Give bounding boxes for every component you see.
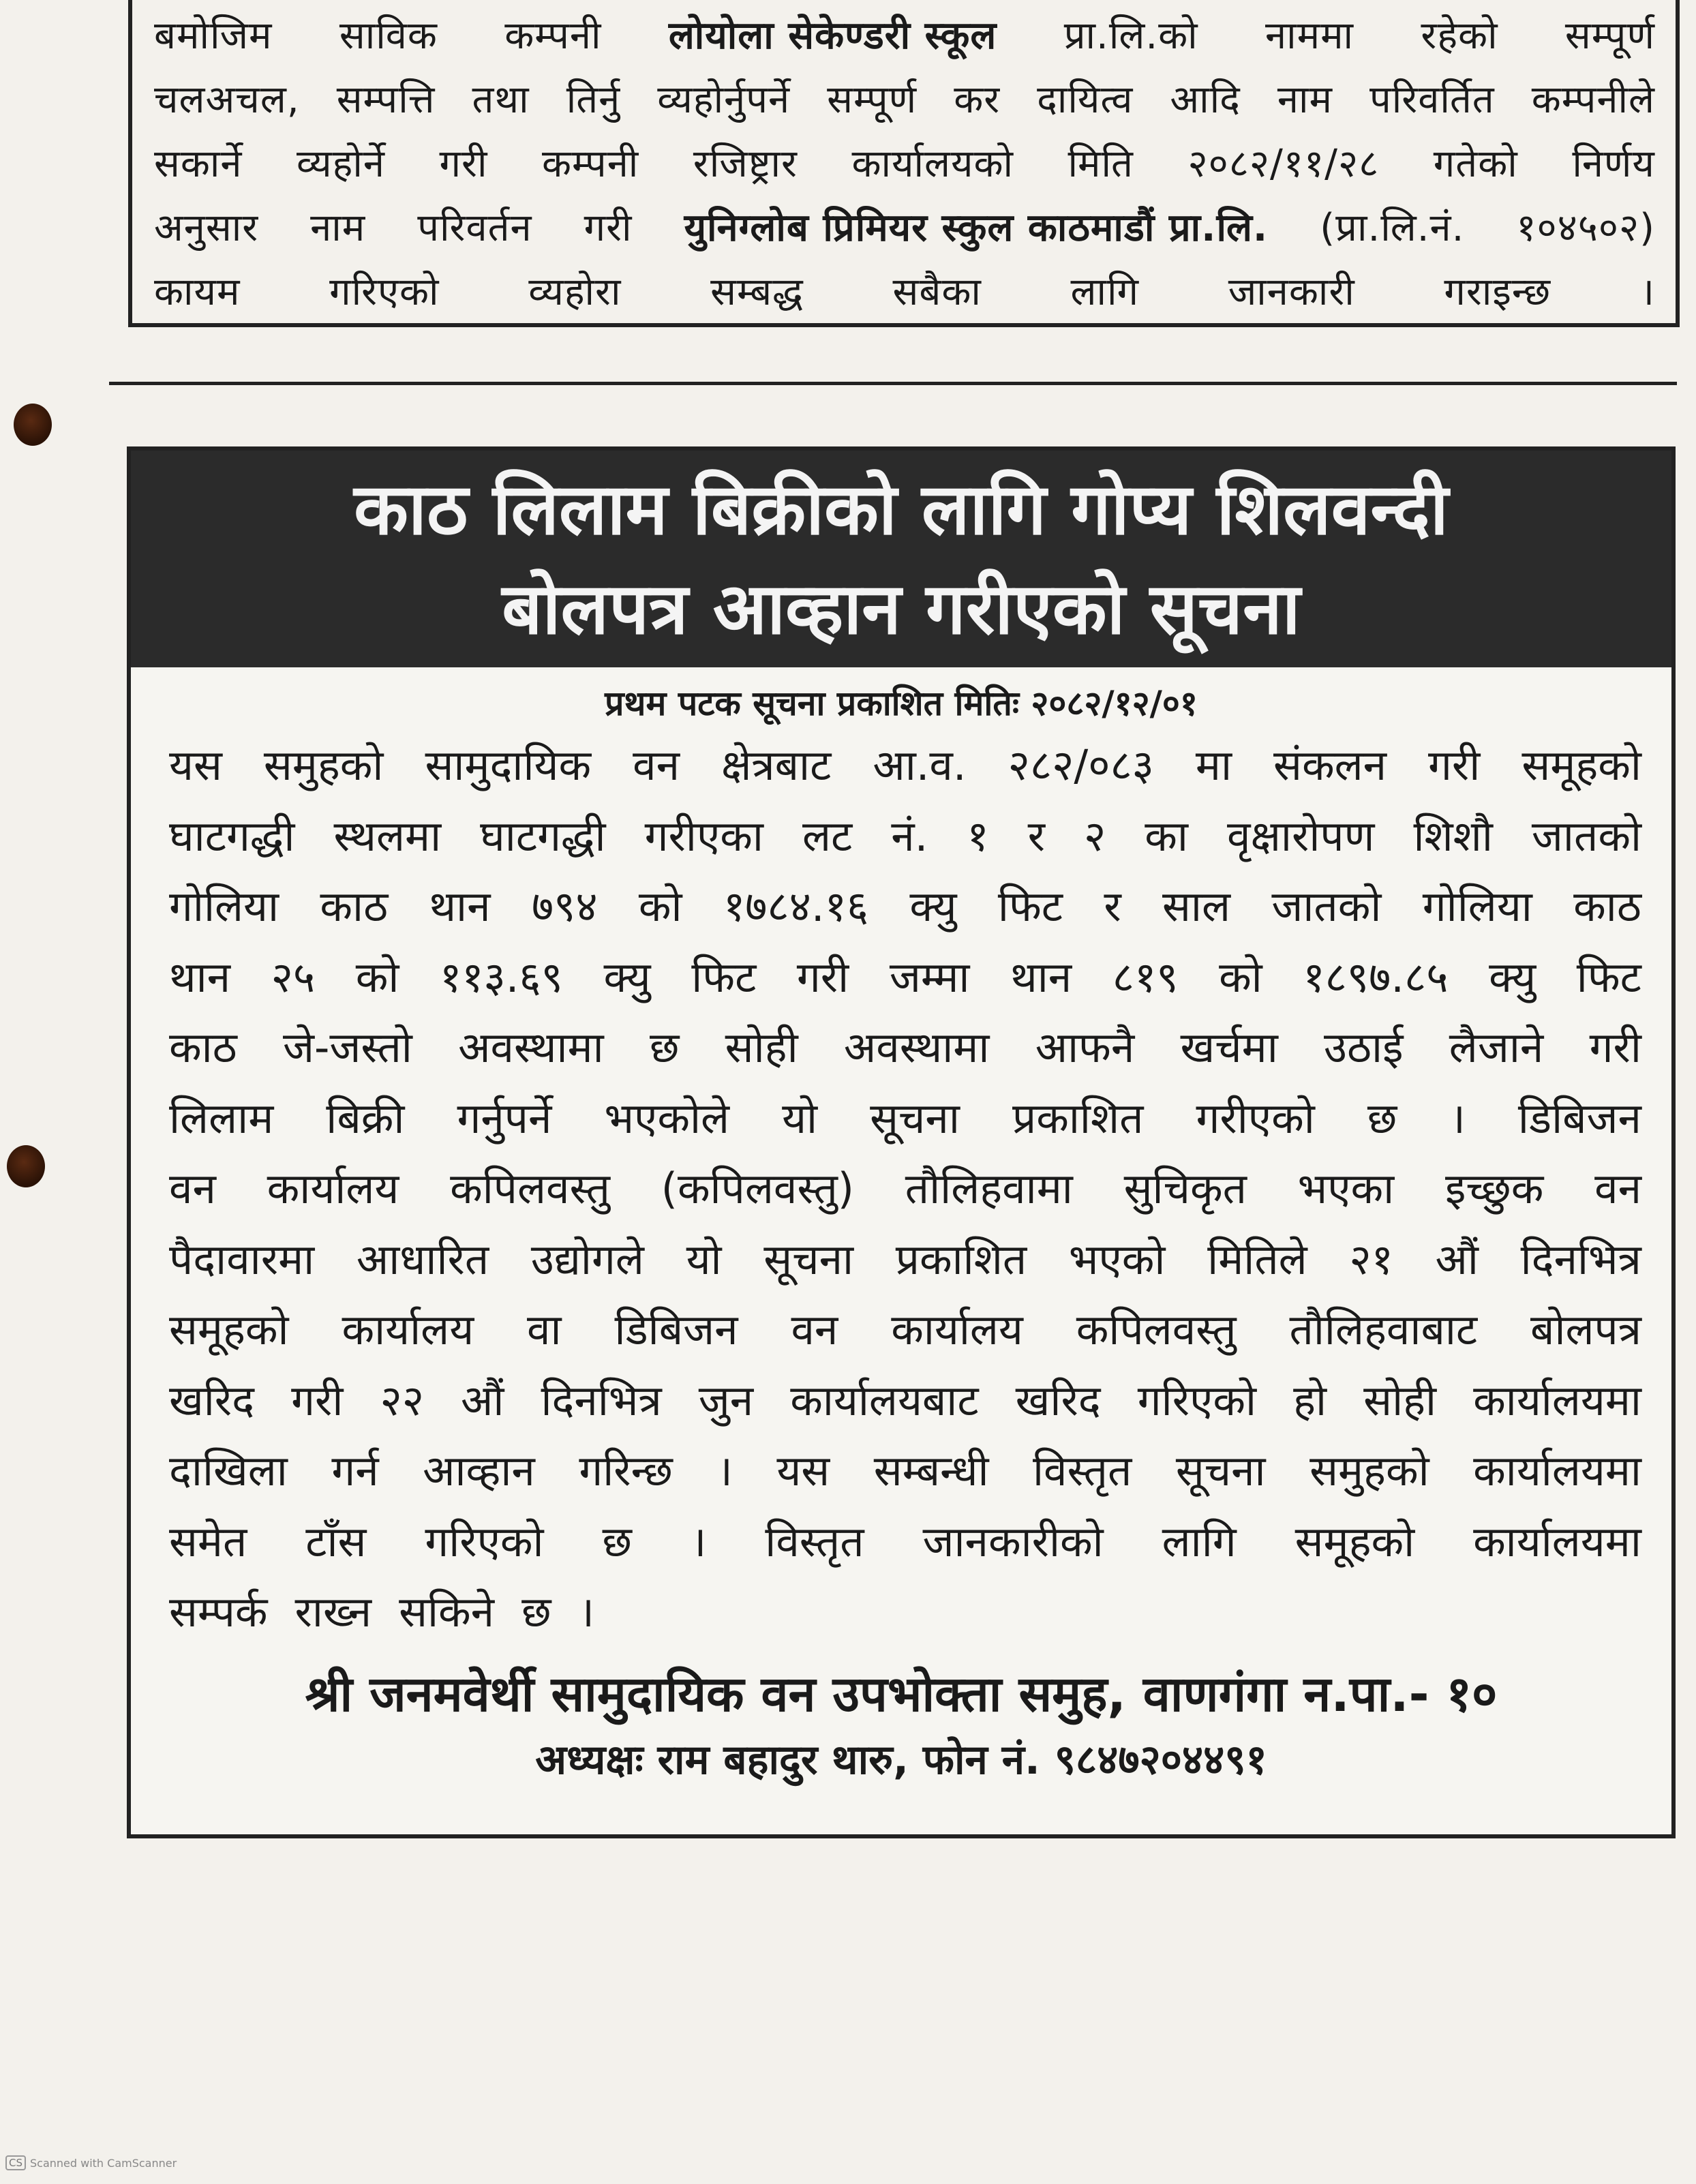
previous-notice-word: चलअचल,: [154, 78, 300, 122]
previous-notice-word: नाममा: [1265, 14, 1354, 58]
previous-notice-word: रजिष्ट्रार: [693, 142, 798, 186]
previous-notice-word: लोयोला सेकेण्डरी स्कूल: [668, 14, 997, 58]
notice-title-line2: बोलपत्र आव्हान गरीएको सूचना: [502, 567, 1301, 650]
scanner-label: Scanned with CamScanner: [30, 2156, 177, 2170]
notice-body: [131, 727, 1671, 1648]
previous-notice-word: व्यहोर्ने: [297, 142, 385, 186]
previous-notice-word: गतेको: [1433, 142, 1518, 186]
previous-notice-line: [154, 68, 1655, 132]
previous-notice-word: कम्पनी: [542, 142, 639, 186]
previous-notice-word: प्रा.लि.को: [1063, 14, 1198, 58]
notice-body-line: यस समुहको सामुदायिक वन क्षेत्रबाट आ.व. २८२/०८३ मा संकलन गरी समूहको: [169, 740, 1641, 790]
notice-body-line: समेत टाँस गरिएको छ । विस्तृत जानकारीको लागि समूहको कार्यालयमा: [169, 1516, 1641, 1566]
notice-body-line: वन कार्यालय कपिलवस्तु (कपिलवस्तु) तौलिहवामा सुचिकृत भएका इच्छुक वन: [169, 1164, 1641, 1213]
notice-body-line: लिलाम बिक्री गर्नुपर्ने भएकोले यो सूचना प्रकाशित गरीएको छ । डिबिजन: [169, 1093, 1641, 1143]
previous-notice-word: नाम: [1277, 78, 1333, 122]
previous-notice-word: साविक: [339, 14, 438, 58]
previous-notice-word: गराइन्छ: [1444, 270, 1551, 314]
punch-hole-top: [14, 404, 52, 446]
previous-notice-word: तिर्नु: [566, 78, 621, 122]
previous-notice-line: [154, 4, 1655, 68]
previous-notice-word: गरिएको: [329, 270, 440, 314]
previous-notice-word: बमोजिम: [154, 14, 273, 58]
previous-notice-word: कर: [954, 78, 1001, 122]
notice-body-line: समूहको कार्यालय वा डिबिजन वन कार्यालय कपिलवस्तु तौलिहवाबाट बोलपत्र: [169, 1305, 1641, 1354]
previous-notice-word: व्यहोरा: [528, 270, 622, 314]
previous-notice-word: कम्पनी: [504, 14, 602, 58]
previous-notice-word: नाम: [310, 206, 366, 250]
auction-notice: [127, 446, 1676, 1838]
previous-notice-word: परिवर्तन: [417, 206, 532, 250]
previous-notice-word: सम्बद्ध: [710, 270, 804, 314]
notice-body-line: थान २५ को ११३.६९ क्यु फिट गरी जम्मा थान ८१९ को १८९७.८५ क्यु फिट: [169, 952, 1641, 1002]
column-divider: [109, 382, 1677, 385]
previous-notice-line: [154, 196, 1655, 260]
previous-notice-line: [154, 260, 1655, 324]
previous-notice-word: कार्यालयको: [851, 142, 1014, 186]
notice-body-line: दाखिला गर्न आव्हान गरिन्छ । यस सम्बन्धी विस्तृत सूचना समुहको कार्यालयमा: [169, 1446, 1641, 1496]
organization-name: श्री जनमवेर्थी सामुदायिक वन उपभोक्ता समुह, वाणगंगा न.पा.- १०: [305, 1665, 1498, 1723]
notice-body-line: सम्पर्क राख्न सकिने छ ।: [169, 1587, 595, 1637]
previous-notice-word: सकार्ने: [154, 142, 243, 186]
notice-body-line: खरिद गरी २२ औं दिनभित्र जुन कार्यालयबाट खरिद गरिएको हो सोही कार्यालयमा: [169, 1375, 1641, 1425]
previous-notice-word: रहेको: [1421, 14, 1498, 58]
previous-notice-word: लागि: [1070, 270, 1140, 314]
punch-hole-middle: [7, 1145, 45, 1187]
notice-body-line: घाटगद्धी स्थलमा घाटगद्धी गरीएका लट नं. १ र २ का वृक्षारोपण शिशौ जातको: [169, 810, 1641, 861]
notice-title-line1: काठ लिलाम बिक्रीको लागि गोप्य शिलवन्दी: [354, 468, 1449, 551]
previous-notice-word: सम्पूर्ण: [1564, 14, 1655, 58]
previous-notice: [128, 0, 1680, 327]
publication-date: प्रथम पटक सूचना प्रकाशित मितिः २०८२/१२/०१: [605, 684, 1198, 723]
previous-notice-word: सम्पूर्ण: [827, 78, 918, 122]
notice-body-line: पैदावारमा आधारित उद्योगले यो सूचना प्रकाशित भएको मितिले २१ औं दिनभित्र: [169, 1234, 1641, 1284]
previous-notice-line: [154, 132, 1655, 196]
scanner-watermark: [5, 2155, 177, 2170]
previous-notice-word: युनिग्लोब प्रिमियर स्कुल काठमाडौं प्रा.लि.: [684, 206, 1269, 250]
previous-notice-word: दायित्व: [1037, 78, 1134, 122]
previous-notice-word: आदि: [1170, 78, 1241, 122]
previous-notice-word: कम्पनीले: [1531, 78, 1655, 122]
previous-notice-word: गरी: [584, 206, 633, 250]
notice-body-line: काठ जे-जस्तो अवस्थामा छ सोही अवस्थामा आफनै खर्चमा उठाई लैजाने गरी: [169, 1022, 1641, 1072]
previous-notice-word: अनुसार: [154, 206, 259, 250]
notice-body-line: गोलिया काठ थान ७९४ को १७८४.१६ क्यु फिट र साल जातको गोलिया काठ: [169, 881, 1641, 931]
notice-header: [131, 451, 1671, 667]
previous-notice-word: २०८२/११/२८: [1187, 142, 1380, 186]
previous-notice-word: परिवर्तित: [1369, 78, 1495, 122]
previous-notice-word: निर्णय: [1572, 142, 1655, 186]
previous-notice-word: तथा: [472, 78, 530, 122]
previous-notice-word: ।: [1639, 270, 1655, 314]
previous-notice-word: व्यहोर्नुपर्ने: [657, 78, 791, 122]
camscanner-icon: CS: [5, 2155, 26, 2170]
chairperson-contact: अध्यक्षः राम बहादुर थारु, फोन नं. ९८४७२०४४९१: [535, 1735, 1267, 1784]
previous-notice-word: (प्रा.लि.नं.: [1320, 206, 1465, 250]
previous-notice-word: गरी: [439, 142, 488, 186]
previous-notice-word: जानकारी: [1228, 270, 1355, 314]
previous-notice-word: कायम: [154, 270, 241, 314]
previous-notice-word: १०४५०२): [1516, 206, 1655, 250]
previous-notice-word: सम्पत्ति: [336, 78, 436, 122]
previous-notice-word: मिति: [1067, 142, 1134, 186]
previous-notice-word: सबैका: [892, 270, 982, 314]
